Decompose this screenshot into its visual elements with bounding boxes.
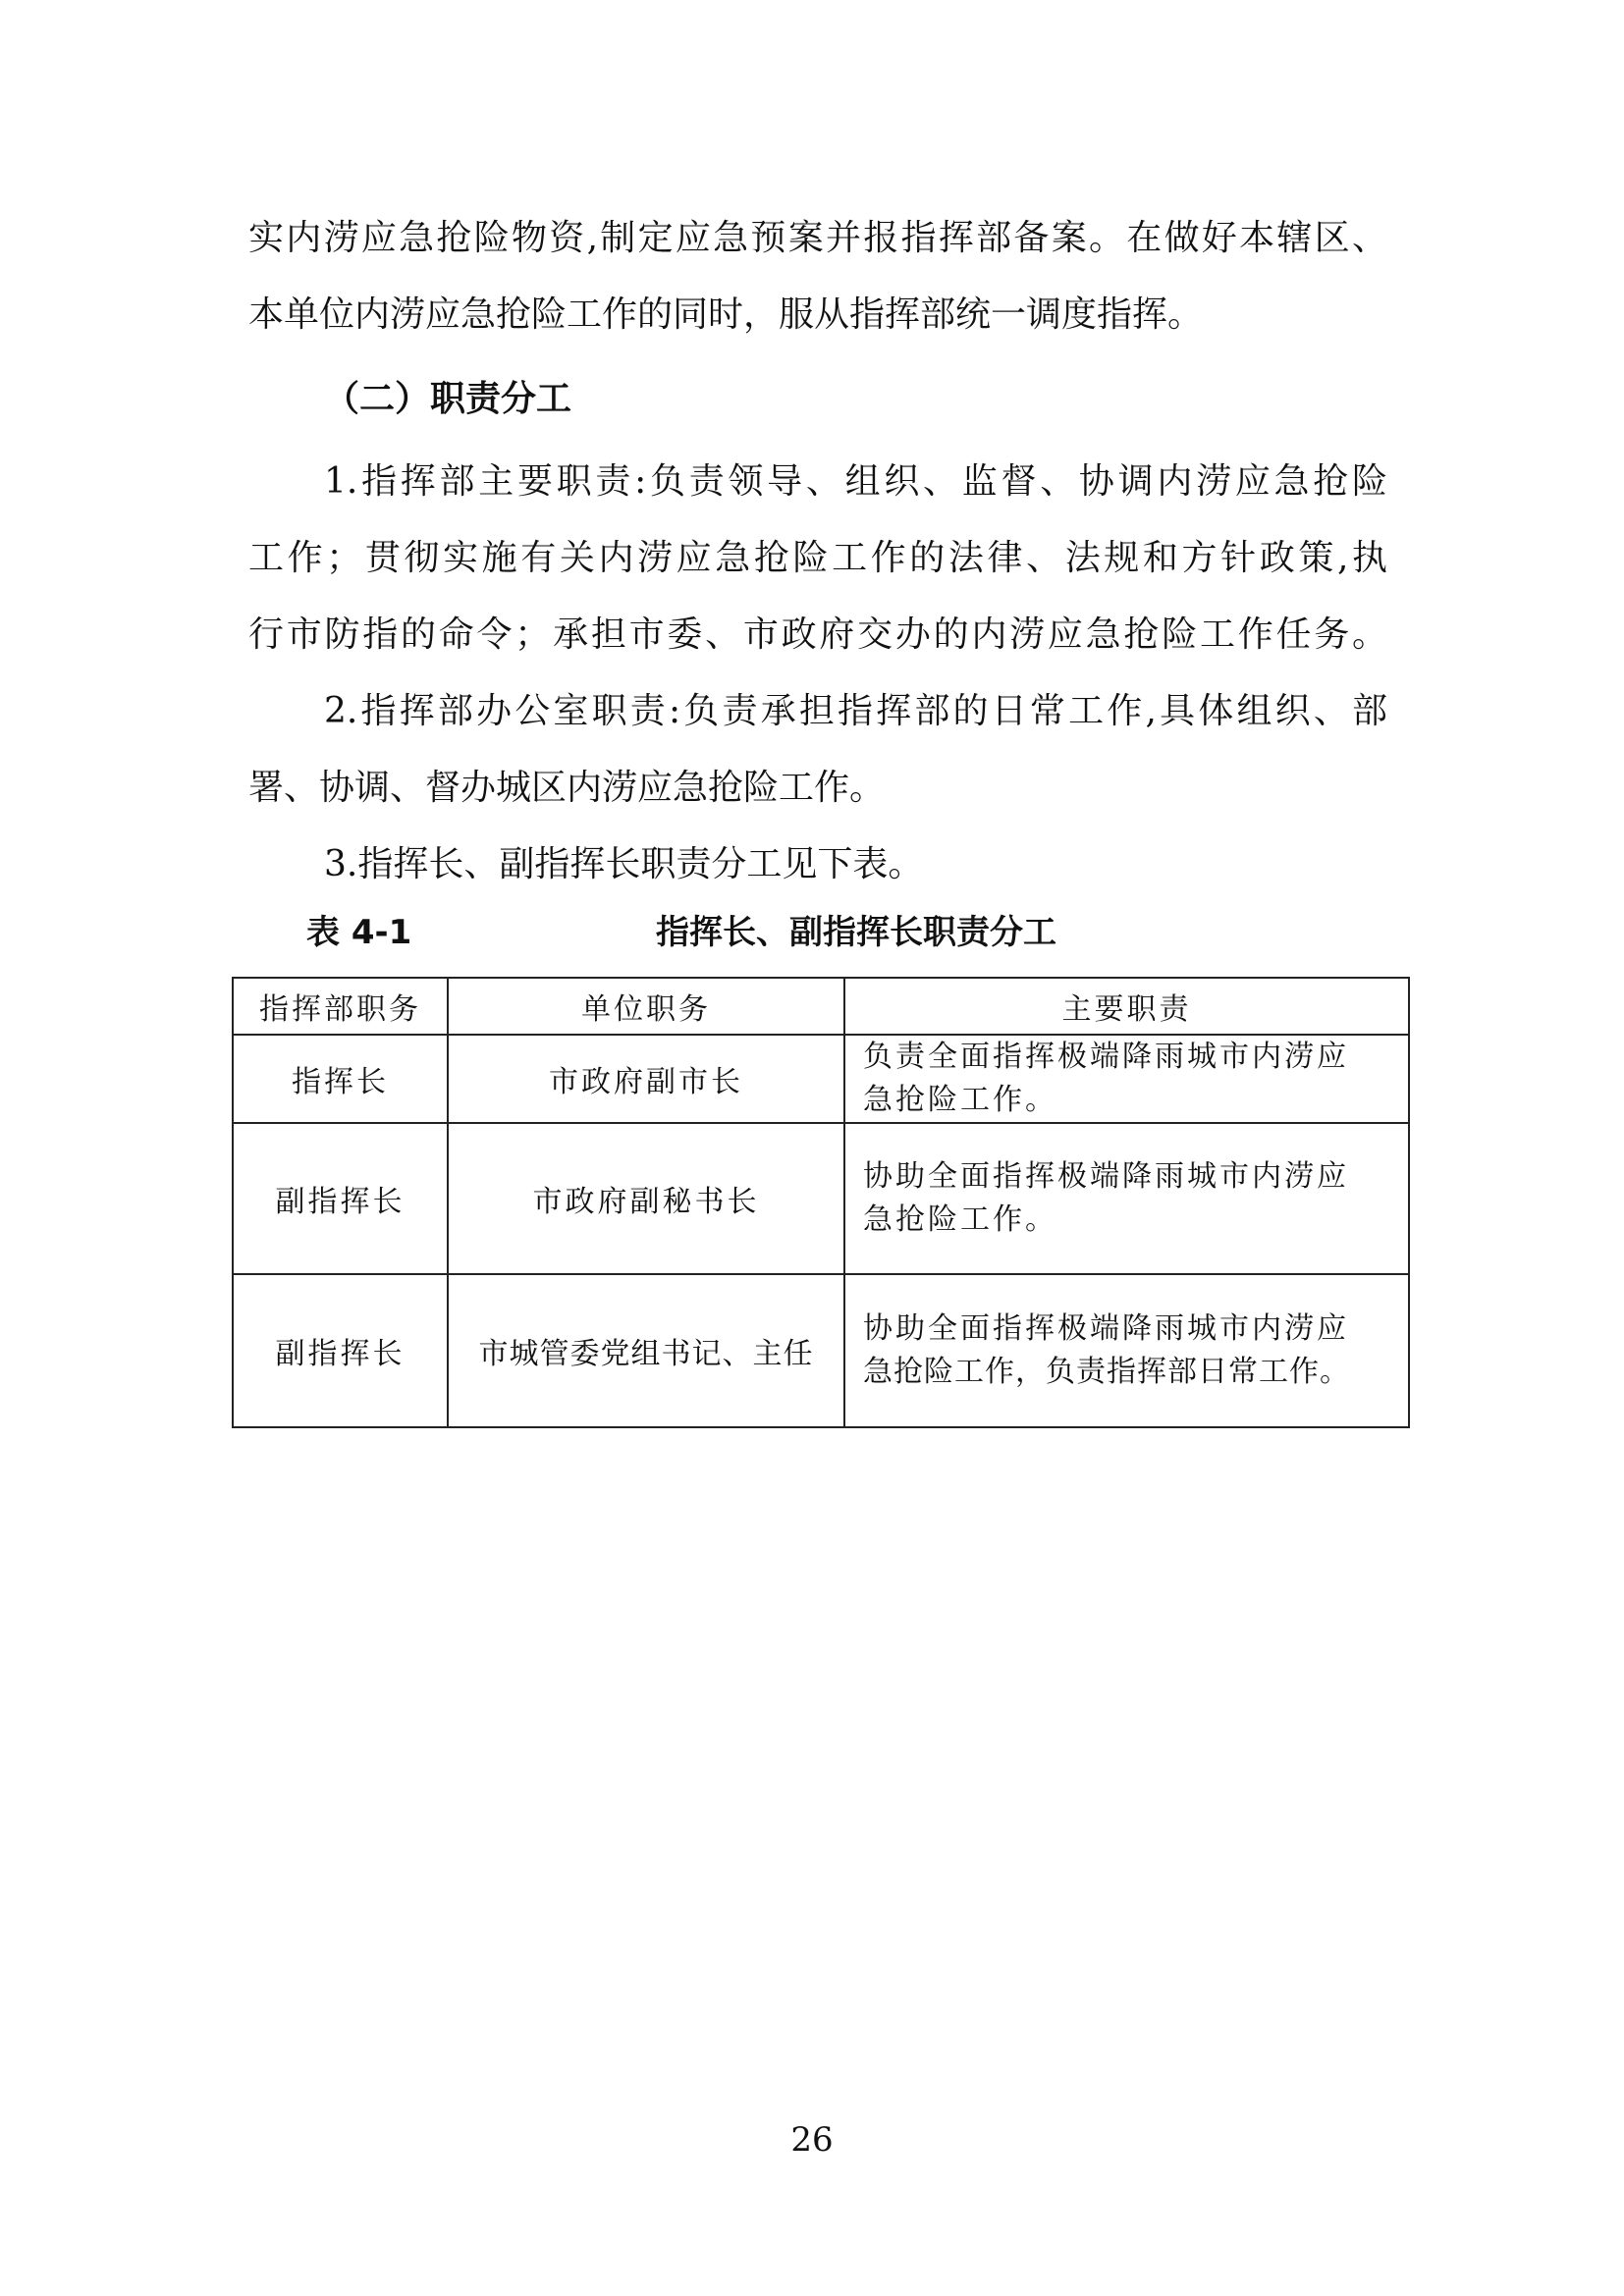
table-row: [233, 1274, 1409, 1427]
table-cell-role: 副指挥长: [233, 1123, 448, 1274]
table-header-cell: 指挥部职务: [233, 978, 448, 1035]
duty-text-line: 急抢险工作。: [863, 1202, 1057, 1237]
page-number: 26: [790, 2120, 834, 2160]
duty-text-line: 负责全面指挥极端降雨城市内涝应: [863, 1040, 1349, 1074]
table-caption-label: 表 4-1: [306, 913, 412, 952]
paragraph-line: 署、协调、督办城区内涝应急抢险工作。: [248, 768, 886, 808]
table-header-cell: 主要职责: [844, 978, 1409, 1035]
table-row: [233, 1035, 1409, 1123]
duty-text-line: 急抢险工作，负责指挥部日常工作。: [863, 1355, 1350, 1389]
table-caption-title: 指挥长、副指挥长职责分工: [656, 913, 1056, 952]
table-cell-role: 指挥长: [233, 1035, 448, 1123]
table-cell-duty: [844, 1123, 1409, 1274]
paragraph-line: 本单位内涝应急抢险工作的同时，服从指挥部统一调度指挥。: [248, 294, 1204, 335]
duty-table: [232, 977, 1410, 1428]
paragraph-line: 1.指挥部主要职责:负责领导、组织、监督、协调内涝应急抢险: [324, 461, 1387, 502]
paragraph-line: 行市防指的命令；承担市委、市政府交办的内涝应急抢险工作任务。: [248, 614, 1387, 655]
table-row: [233, 1123, 1409, 1274]
table-cell-duty: [844, 1274, 1409, 1427]
table-cell-role: 副指挥长: [233, 1274, 448, 1427]
table-header-row: [233, 978, 1409, 1035]
duty-text-line: 协助全面指挥极端降雨城市内涝应: [863, 1311, 1349, 1346]
paragraph-line: 2.指挥部办公室职责:负责承担指挥部的日常工作,具体组织、部: [324, 691, 1387, 731]
table-cell-position: 市政府副市长: [448, 1035, 844, 1123]
paragraph-line: 3.指挥长、副指挥长职责分工见下表。: [324, 844, 924, 884]
duty-text-line: 协助全面指挥极端降雨城市内涝应: [863, 1159, 1349, 1194]
table-cell-position: 市城管委党组书记、主任: [448, 1274, 844, 1427]
table-cell-position: 市政府副秘书长: [448, 1123, 844, 1274]
duty-text-line: 急抢险工作。: [863, 1083, 1057, 1117]
table-cell-duty: [844, 1035, 1409, 1123]
table-header-cell: 单位职务: [448, 978, 844, 1035]
section-heading: （二）职责分工: [324, 379, 572, 419]
paragraph-line: 实内涝应急抢险物资,制定应急预案并报指挥部备案。在做好本辖区、: [248, 218, 1387, 258]
paragraph-line: 工作；贯彻实施有关内涝应急抢险工作的法律、法规和方针政策,执: [248, 538, 1387, 578]
